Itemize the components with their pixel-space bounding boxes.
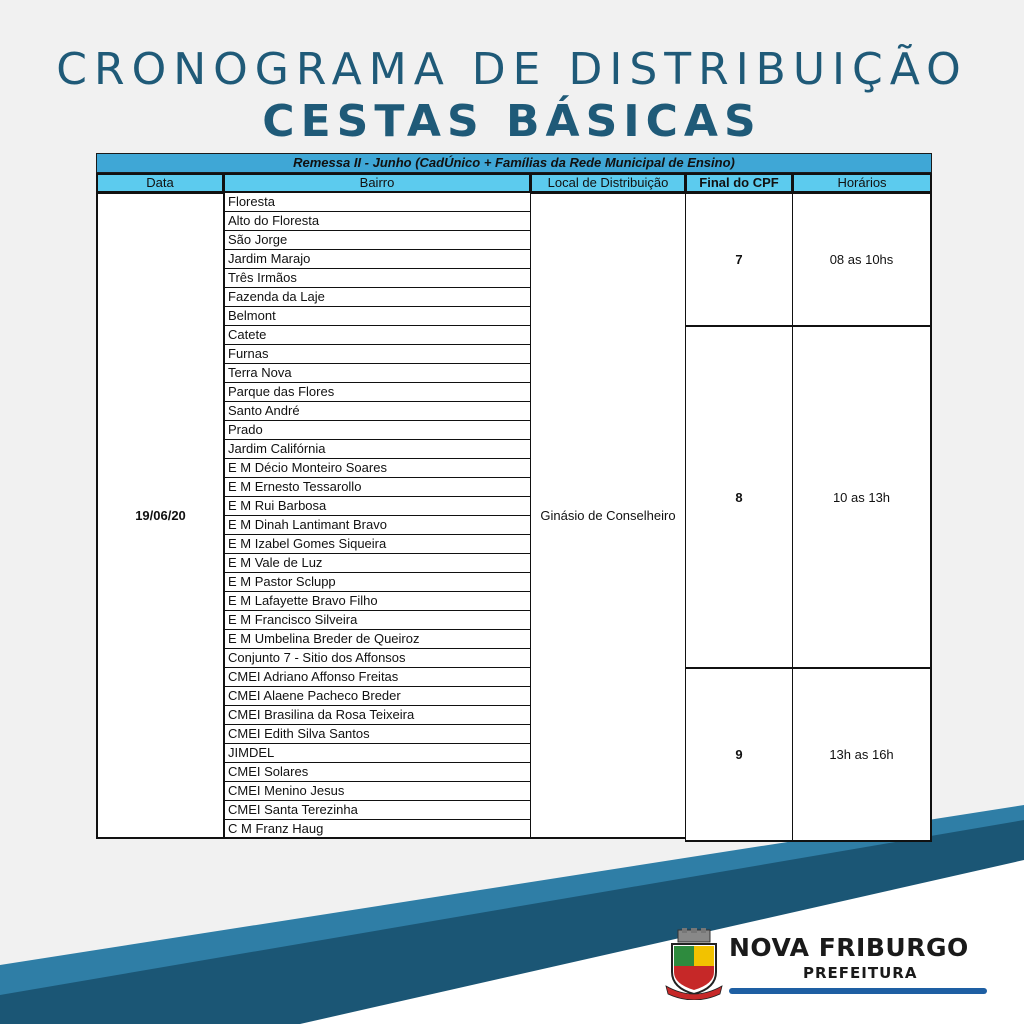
column-header-bairro: Bairro <box>223 173 531 193</box>
location-cell: Ginásio de Conselheiro <box>530 193 686 839</box>
bairro-row: E M Ernesto Tessarollo <box>224 478 531 497</box>
bairro-row: Catete <box>224 326 531 345</box>
bairro-row: CMEI Brasilina da Rosa Teixeira <box>224 706 531 725</box>
page-title-line2: CESTAS BÁSICAS <box>262 96 762 147</box>
brand-name: NOVA FRIBURGO <box>729 933 969 962</box>
horario-cell: 13h as 16h <box>792 668 932 842</box>
bairro-row: CMEI Solares <box>224 763 531 782</box>
bairro-row: CMEI Adriano Affonso Freitas <box>224 668 531 687</box>
bairro-row: E M Francisco Silveira <box>224 611 531 630</box>
bairro-row: CMEI Menino Jesus <box>224 782 531 801</box>
cpf-final-cell: 8 <box>685 326 793 668</box>
bairro-row: Prado <box>224 421 531 440</box>
bairro-row: São Jorge <box>224 231 531 250</box>
bairro-row: E M Pastor Sclupp <box>224 573 531 592</box>
city-coat-of-arms-logo <box>664 928 724 1000</box>
bairro-row: Belmont <box>224 307 531 326</box>
bairro-row: Conjunto 7 - Sitio dos Affonsos <box>224 649 531 668</box>
bairro-row: Fazenda da Laje <box>224 288 531 307</box>
bairro-row: E M Izabel Gomes Siqueira <box>224 535 531 554</box>
column-header-cpf: Final do CPF <box>685 173 793 193</box>
brand-underline <box>729 988 987 994</box>
bairro-row: Alto do Floresta <box>224 212 531 231</box>
bairro-row: JIMDEL <box>224 744 531 763</box>
bairro-row: E M Rui Barbosa <box>224 497 531 516</box>
bairro-row: CMEI Santa Terezinha <box>224 801 531 820</box>
brand-subtitle: PREFEITURA <box>803 964 918 982</box>
page-title-line1: CRONOGRAMA DE DISTRIBUIÇÃO <box>56 44 968 95</box>
bairro-row: CMEI Edith Silva Santos <box>224 725 531 744</box>
bairro-row: E M Umbelina Breder de Queiroz <box>224 630 531 649</box>
bairro-row: Terra Nova <box>224 364 531 383</box>
horario-cell: 10 as 13h <box>792 326 932 668</box>
column-header-location: Local de Distribuição <box>530 173 686 193</box>
bairro-row: Floresta <box>224 193 531 212</box>
bairro-row: Jardim Califórnia <box>224 440 531 459</box>
bairro-row: E M Dinah Lantimant Bravo <box>224 516 531 535</box>
bairro-row: E M Décio Monteiro Soares <box>224 459 531 478</box>
bairro-row: CMEI Alaene Pacheco Breder <box>224 687 531 706</box>
column-header-horarios: Horários <box>792 173 932 193</box>
table-banner: Remessa II - Junho (CadÚnico + Famílias da Rede Municipal de Ensino) <box>96 153 932 173</box>
date-cell: 19/06/20 <box>96 193 224 839</box>
cpf-final-cell: 7 <box>685 193 793 326</box>
cpf-final-cell: 9 <box>685 668 793 842</box>
bairro-row: E M Lafayette Bravo Filho <box>224 592 531 611</box>
bairro-row: C M Franz Haug <box>224 820 531 839</box>
bairro-row: E M Vale de Luz <box>224 554 531 573</box>
horario-cell: 08 as 10hs <box>792 193 932 326</box>
column-header-date: Data <box>96 173 224 193</box>
bairro-row: Furnas <box>224 345 531 364</box>
bairro-row: Parque das Flores <box>224 383 531 402</box>
bairro-row: Três Irmãos <box>224 269 531 288</box>
bairro-row: Jardim Marajo <box>224 250 531 269</box>
bairro-row: Santo André <box>224 402 531 421</box>
